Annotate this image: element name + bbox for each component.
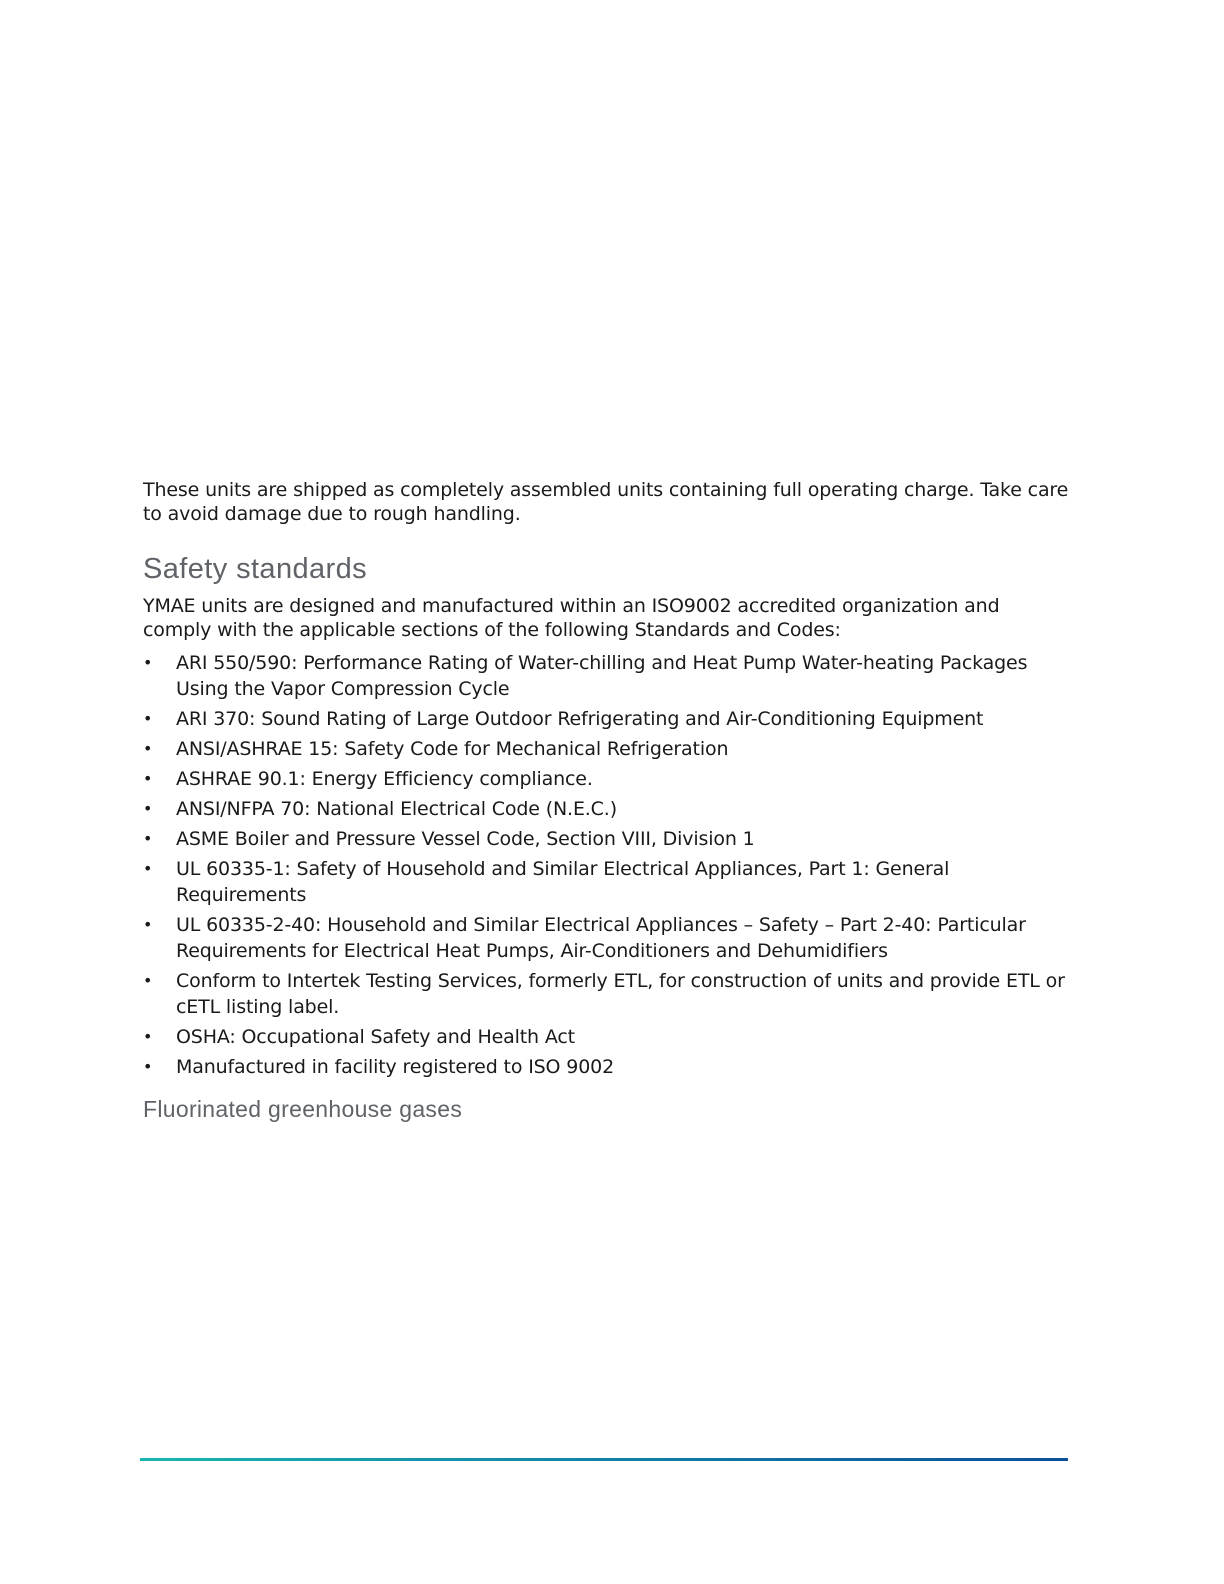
list-item (143, 856, 1073, 908)
list-item (143, 1024, 1073, 1050)
list-item (143, 706, 1073, 732)
list-item-text: UL 60335-1: Safety of Household and Similar Electrical Appliances, Part 1: General Requirements (176, 858, 950, 906)
list-item-text: ARI 370: Sound Rating of Large Outdoor Refrigerating and Air-Conditioning Equipment (176, 708, 984, 730)
list-item-text: OSHA: Occupational Safety and Health Act (176, 1026, 575, 1048)
bullet-icon: • (143, 1027, 153, 1046)
bullet-icon: • (143, 769, 153, 788)
list-item-text: ANSI/ASHRAE 15: Safety Code for Mechanical Refrigeration (176, 738, 729, 760)
bullet-icon: • (143, 971, 153, 990)
safety-standards-heading: Safety standards (143, 553, 368, 585)
footer-divider (140, 1458, 1068, 1461)
list-item-text: Manufactured in facility registered to ISO 9002 (176, 1056, 615, 1078)
list-item (143, 650, 1073, 702)
list-item (143, 826, 1073, 852)
list-item-text: ASHRAE 90.1: Energy Efficiency compliance. (176, 768, 593, 790)
bullet-icon: • (143, 709, 153, 728)
list-item-text: ARI 550/590: Performance Rating of Water-chilling and Heat Pump Water-heating Packages Using the Vapor Compression Cycle (176, 652, 1028, 700)
list-item (143, 796, 1073, 822)
bullet-icon: • (143, 653, 153, 672)
list-item-text: ASME Boiler and Pressure Vessel Code, Section VIII, Division 1 (176, 828, 755, 850)
list-item (143, 912, 1073, 964)
list-item (143, 968, 1073, 1020)
standards-list (143, 650, 1073, 1080)
bullet-icon: • (143, 1057, 153, 1076)
safety-standards-paragraph: YMAE units are designed and manufactured within an ISO9002 accredited organization and comply with the applicable sections of the following Standards and Codes: (143, 595, 1000, 641)
list-item (143, 766, 1073, 792)
list-item (143, 736, 1073, 762)
bullet-icon: • (143, 829, 153, 848)
intro-paragraph: These units are shipped as completely assembled units containing full operating charge. Take care to avoid damage due to rough handling. (143, 479, 1069, 525)
list-item-text: ANSI/NFPA 70: National Electrical Code (N.E.C.) (176, 798, 617, 820)
fluorinated-gases-heading: Fluorinated greenhouse gases (143, 1096, 463, 1122)
list-item-text: Conform to Intertek Testing Services, formerly ETL, for construction of units and provide ETL or cETL listing label. (176, 970, 1065, 1018)
bullet-icon: • (143, 859, 153, 878)
bullet-icon: • (143, 739, 153, 758)
document-body (143, 478, 1073, 1124)
bullet-icon: • (143, 915, 153, 934)
list-item (143, 1054, 1073, 1080)
bullet-icon: • (143, 799, 153, 818)
list-item-text: UL 60335-2-40: Household and Similar Electrical Appliances – Safety – Part 2-40: Particular Requirements for Electrical Heat Pumps, Air-Conditioners and Dehumidifiers (176, 914, 1026, 962)
